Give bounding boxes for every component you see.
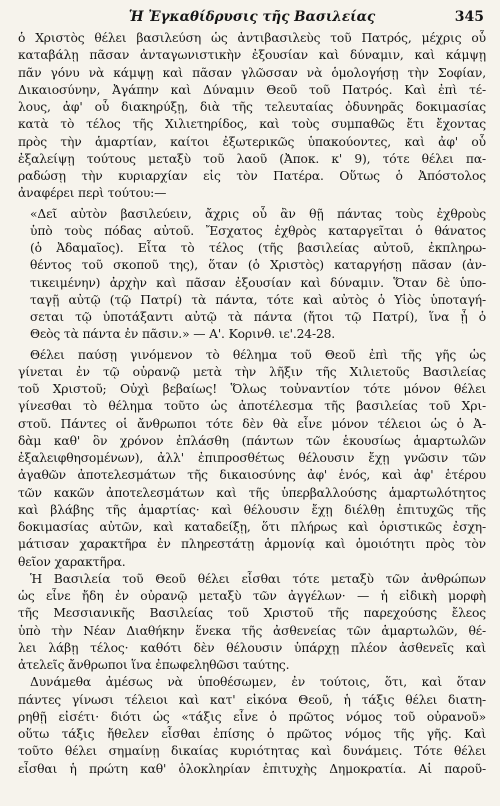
quote-line: (ὁ Ἀδαμαῖος). Εἶτα τὸ τέλος (τῆς βασιλείας αὐτοῦ, ἐκπληρω- bbox=[30, 241, 486, 255]
running-title: Ἡ Ἐγκαθίδρυσις τῆς Βασιλείας bbox=[128, 9, 376, 25]
text-line: τῆς Μεσσιανικῆς Βασιλείας τοῦ Χριστοῦ τῆς παρεχούσης ἔλεος bbox=[18, 606, 486, 621]
text-line: Ἡ Βασιλεία τοῦ Θεοῦ θέλει εἶσθαι τότε μεταξὺ τῶν ἀνθρώπων bbox=[30, 571, 486, 586]
paragraph-3 bbox=[18, 571, 486, 675]
text-line: καταβάλῃ πᾶσαν ἀνταγωνιστικὴν ἐξουσίαν καὶ δύναμιν, καὶ κάμψῃ bbox=[18, 48, 486, 63]
text-line: ἀγαθῶν ἀποτελεσμάτων τῆς δικαιοσύνης ἀφ' ἑνός, καὶ ἀφ' ἑτέρου bbox=[18, 468, 486, 483]
text-line: στοῦ. Πάντες οἱ ἄνθρωποι τότε δὲν θὰ εἶνε μόνον τέλειοι ὡς ὁ Ἀ- bbox=[18, 416, 486, 431]
text-line: θεῖον χαρακτῆρα. bbox=[18, 554, 126, 569]
text-line: τοῦτο θέλει σημαίνῃ δικαίας κυριότητας καὶ δυνάμεις. Τότε θέλει bbox=[18, 744, 486, 759]
text-line: οὕτω τάξις ἤθελεν εἶσθαι ἐπίσης ὁ πρῶτος νόμος τῆς γῆς. Καὶ bbox=[18, 727, 486, 741]
text-line: τῶν κακῶν ἀποτελεσμάτων καὶ τῆς ὑπερβαλλούσης ἁμαρτωλότητος bbox=[18, 485, 486, 500]
text-line: καὶ βλάβης τῆς ἁμαρτίας· καὶ θέλουσιν ἔχῃ διέλθῃ ἐπιτυχῶς τῆς bbox=[18, 502, 486, 517]
text-line: Θέλει παύσῃ γινόμενον τὸ θέλημα τοῦ Θεοῦ ἐπὶ τῆς γῆς ὡς bbox=[30, 347, 486, 362]
quote-line: τικειμένην) ἀρχὴν καὶ πᾶσαν ἐξουσίαν καὶ δύναμιν. Ὅταν δὲ ὑπο- bbox=[30, 275, 486, 290]
text-line: ραδώσῃ τὴν κυριαρχίαν εἰς τὸν Πατέρα. Οὕτως ὁ Ἀπόστολος bbox=[18, 169, 486, 183]
text-line: μάτισαν χαρακτῆρα ἐν πληρεστάτῃ ἁρμονίᾳ καὶ ὁμοιότητι πρὸς τὸν bbox=[18, 537, 486, 552]
quote-line: ὑπὸ τοὺς πόδας αὐτοῦ. Ἔσχατος ἐχθρὸς καταργεῖται ὁ θάνατος bbox=[30, 223, 486, 238]
text-line: κατὰ τὸ τέλος τῆς Χιλιετηρίδος, καὶ τοὺς συμπαθῶς ἔτι ἔχοντας bbox=[18, 117, 486, 132]
scripture-quotation bbox=[18, 206, 486, 344]
text-line: ὑπὸ τὴν Νέαν Διαθήκην ἕνεκα τῆς ἀσθενείας τῶν ἁμαρτωλῶν, θέ- bbox=[18, 623, 486, 638]
page-header bbox=[18, 6, 486, 30]
quote-line: Θεὸς τὰ πάντα ἐν πᾶσιν.» — Α'. Κορινθ. ιε'.24-28. bbox=[30, 327, 336, 342]
text-line: Δικαιοσύνην, Ἀγάπην καὶ Δύναμιν Θεοῦ τοῦ Πατρός. Καὶ ἐπὶ τέ- bbox=[18, 82, 486, 97]
text-line: ὡς εἶνε ἤδη ἐν οὐρανῷ μεταξὺ τῶν ἀγγέλων· — ἡ εἰδικὴ μορφὴ bbox=[18, 589, 486, 603]
text-line: γίνεσθαι τὸ θέλημα τοῦτο ὡς ἀποτέλεσμα τῆς βασιλείας τοῦ Χρι- bbox=[18, 399, 486, 414]
quote-line: θέντος τοῦ σκοποῦ της), ὅταν (ὁ Χριστὸς) καταργήσῃ πᾶσαν (ἀν- bbox=[30, 258, 486, 273]
quote-line: «Δεῖ αὐτὸν βασιλεύειν, ἄχρις οὗ ἂν θῇ πάντας τοὺς ἐχθροὺς bbox=[30, 206, 486, 221]
paragraph-2 bbox=[18, 347, 486, 571]
paragraph-1 bbox=[18, 30, 486, 203]
text-line: γίνεται ἐν τῷ οὐρανῷ μετὰ τὴν λῆξιν τῆς Χιλιετοῦς Βασιλείας bbox=[18, 364, 486, 379]
text-line: δὰμ καθ' ὃν χρόνον ἐπλάσθη (πάντων τῶν ἑκουσίως ἁμαρτωλῶν bbox=[18, 433, 486, 448]
paragraph-4 bbox=[18, 674, 486, 778]
text-line: ἐξαλειφθησομένων), ἀλλ' ἐπιπροσθέτως θέλουσιν ἔχῃ γνῶσιν τῶν bbox=[18, 451, 486, 465]
text-line: λους, ἀφ' οὗ διακηρύξῃ, διὰ τῆς τελευταίας ὀδυνηρᾶς δοκιμασίας bbox=[18, 100, 486, 114]
text-line: πρὸς τὴν ἁμαρτίαν, καίτοι ἐξωτερικῶς ὑπακούοντες, καὶ ἀφ' οὗ bbox=[18, 134, 486, 149]
text-line: λει λάβῃ τέλος· καθότι δὲν θέλουσιν ὑπάρχῃ πλέον ἀσθενεῖς καὶ bbox=[18, 640, 486, 655]
text-line: τοῦ Χριστοῦ; Οὐχὶ βεβαίως! Ὅλως τοὐναντίον τότε μόνον θέλει bbox=[18, 382, 486, 396]
quote-line: σεται τῷ ὑποτάξαντι αὐτῷ τὰ πάντα (ἤτοι τῷ Πατρί), ἵνα ᾖ ὁ bbox=[30, 310, 486, 324]
text-line: πάντες γίνωσι τέλειοι καὶ κατ' εἰκόνα Θεοῦ, ἡ τάξις θέλει διατη- bbox=[18, 692, 486, 707]
text-line: ἀτελεῖς ἄνθρωποι ἵνα ἐπωφεληθῶσι ταύτης. bbox=[18, 658, 290, 672]
text-line: πᾶν γόνυ νὰ κάμψῃ καὶ πᾶσαν γλῶσσαν νὰ ὁμολογήσῃ τὴν Σοφίαν, bbox=[18, 65, 486, 80]
text-line: ρηθῇ εἰσέτι· διότι ὡς «τάξις εἶνε ὁ πρῶτος νόμος τοῦ οὐρανοῦ» bbox=[18, 709, 486, 724]
text-line: εἶσθαι ἡ πρώτη καθ' ὁλοκληρίαν ἐπιτυχὴς Δημοκρατία. Αἱ παροῦ- bbox=[18, 761, 486, 776]
text-line: ἀναφέρει περὶ τούτου:— bbox=[18, 186, 167, 201]
text-line: ὁ Χριστὸς θέλει βασιλεύση ὡς ἀντιβασιλεὺς τοῦ Πατρός, μέχρις οὗ bbox=[18, 31, 486, 45]
text-line: ἐξαλείψῃ τούτους μεταξὺ τοῦ λαοῦ (Ἀποκ. κ' 9), τότε θέλει πα- bbox=[18, 151, 486, 166]
text-line: δοκιμασίας αὐτῶν, καὶ καταδείξῃ, ὅτι πλήρως καὶ ὁριστικῶς ἐσχη- bbox=[18, 520, 486, 534]
quote-line: ταγῇ αὐτῷ (τῷ Πατρί) τὰ πάντα, τότε καὶ αὐτὸς ὁ Υἱὸς ὑποταγή- bbox=[30, 292, 486, 307]
page-number: 345 bbox=[454, 9, 484, 25]
text-line: Δυνάμεθα ἀμέσως νὰ ὑποθέσωμεν, ἐν τούτοις, ὅτι, καὶ ὅταν bbox=[30, 675, 486, 690]
page-body bbox=[18, 30, 486, 778]
